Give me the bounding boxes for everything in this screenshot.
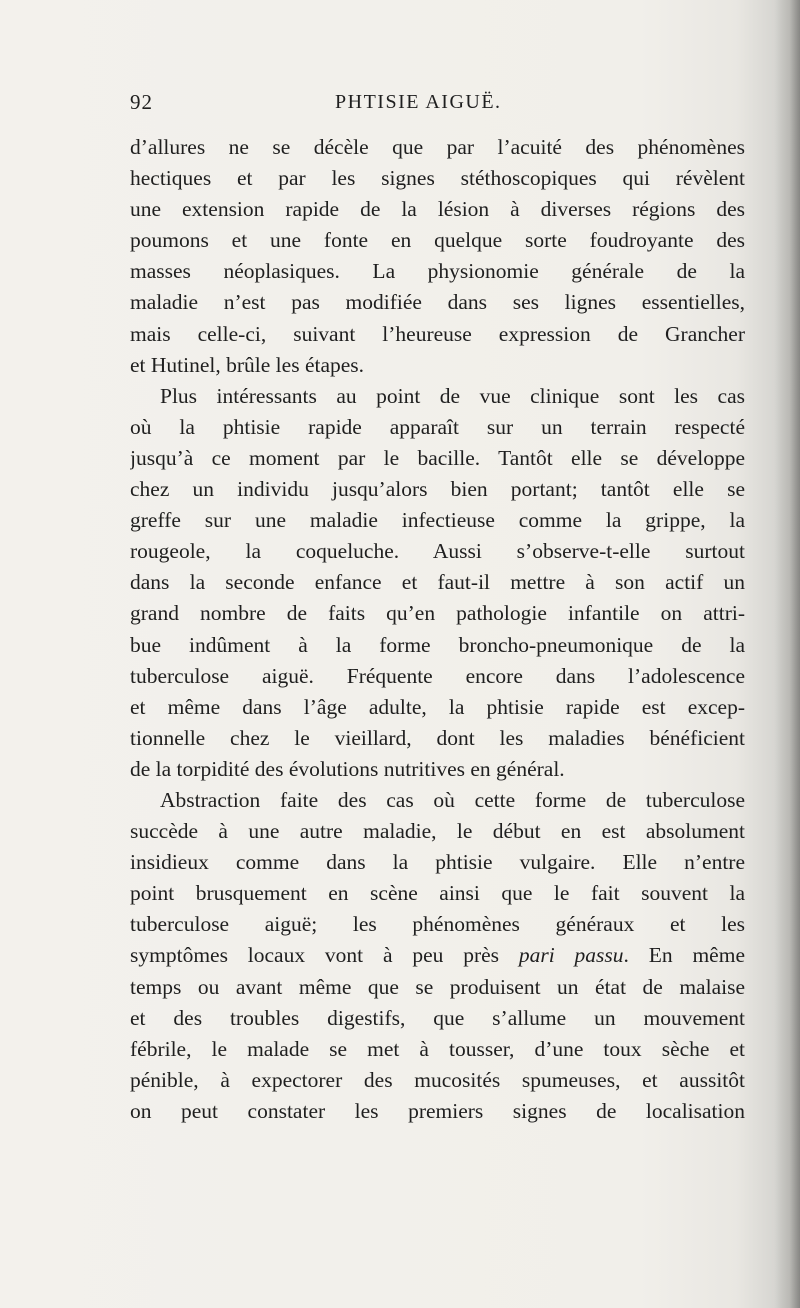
text-line: point brusquement en scène ainsi que le fait souvent la [130,881,745,906]
text-line: fébrile, le malade se met à tousser, d’une toux sèche et [130,1036,745,1061]
text-line: grand nombre de faits qu’en pathologie infantile on attri- [130,601,745,626]
text-line: une extension rapide de la lésion à diverses régions des [130,197,745,222]
text-line: tuberculose aiguë; les phénomènes généraux et les [130,912,745,937]
text-line: chez un individu jusqu’alors bien portant; tantôt elle se [130,477,745,502]
text-line: hectiques et par les signes stéthoscopiques qui révèlent [130,166,745,191]
text-line: on peut constater les premiers signes de localisation [130,1098,745,1123]
text-line: et Hutinel, brûle les étapes. [130,352,365,377]
text-line: jusqu’à ce moment par le bacille. Tantôt elle se développe [130,445,745,470]
text-line: greffe sur une maladie infectieuse comme la grippe, la [130,508,745,533]
running-head: PHTISIE AIGUË. [335,91,502,113]
text-line: Abstraction faite des cas où cette forme de tuberculose [160,787,745,812]
text-line: tuberculose aiguë. Fréquente encore dans l’adolescence [130,663,745,688]
text-line: masses néoplasiques. La physionomie générale de la [130,259,745,284]
text-line: de la torpidité des évolutions nutritives en général. [130,756,565,781]
text-line: temps ou avant même que se produisent un état de malaise [130,974,745,999]
text-line: insidieux comme dans la phtisie vulgaire. Elle n’entre [130,850,745,875]
page-edge-shadow [774,0,800,1308]
body-text [130,132,745,1127]
text-line: d’allures ne se décèle que par l’acuité des phénomènes [130,135,745,159]
page-number: 92 [130,90,153,114]
text-line: pénible, à expectorer des mucosités spumeuses, et aussitôt [130,1067,745,1092]
text-line: symptômes locaux vont à peu près pari passu. En même [130,943,745,968]
text-line: Plus intéressants au point de vue clinique sont les cas [160,383,745,408]
text-line: où la phtisie rapide apparaît sur un terrain respecté [130,414,745,439]
text-line: rougeole, la coqueluche. Aussi s’observe-t-elle surtout [130,539,745,564]
text-line: et même dans l’âge adulte, la phtisie rapide est excep- [130,694,745,719]
italic-phrase: pari passu [518,943,624,968]
text-line: bue indûment à la forme broncho-pneumonique de la [130,632,745,657]
text-line: succède à une autre maladie, le début en est absolument [130,819,745,844]
text-line: mais celle-ci, suivant l’heureuse expression de Grancher [130,321,745,346]
text-line: tionnelle chez le vieillard, dont les maladies bénéficient [130,725,745,750]
text-line: maladie n’est pas modifiée dans ses lignes essentielles, [130,290,745,315]
text-line: poumons et une fonte en quelque sorte foudroyante des [130,228,745,253]
text-line: et des troubles digestifs, que s’allume un mouvement [130,1005,745,1030]
text-line: dans la seconde enfance et faut-il mettre à son actif un [130,570,745,595]
page-header [130,90,745,120]
